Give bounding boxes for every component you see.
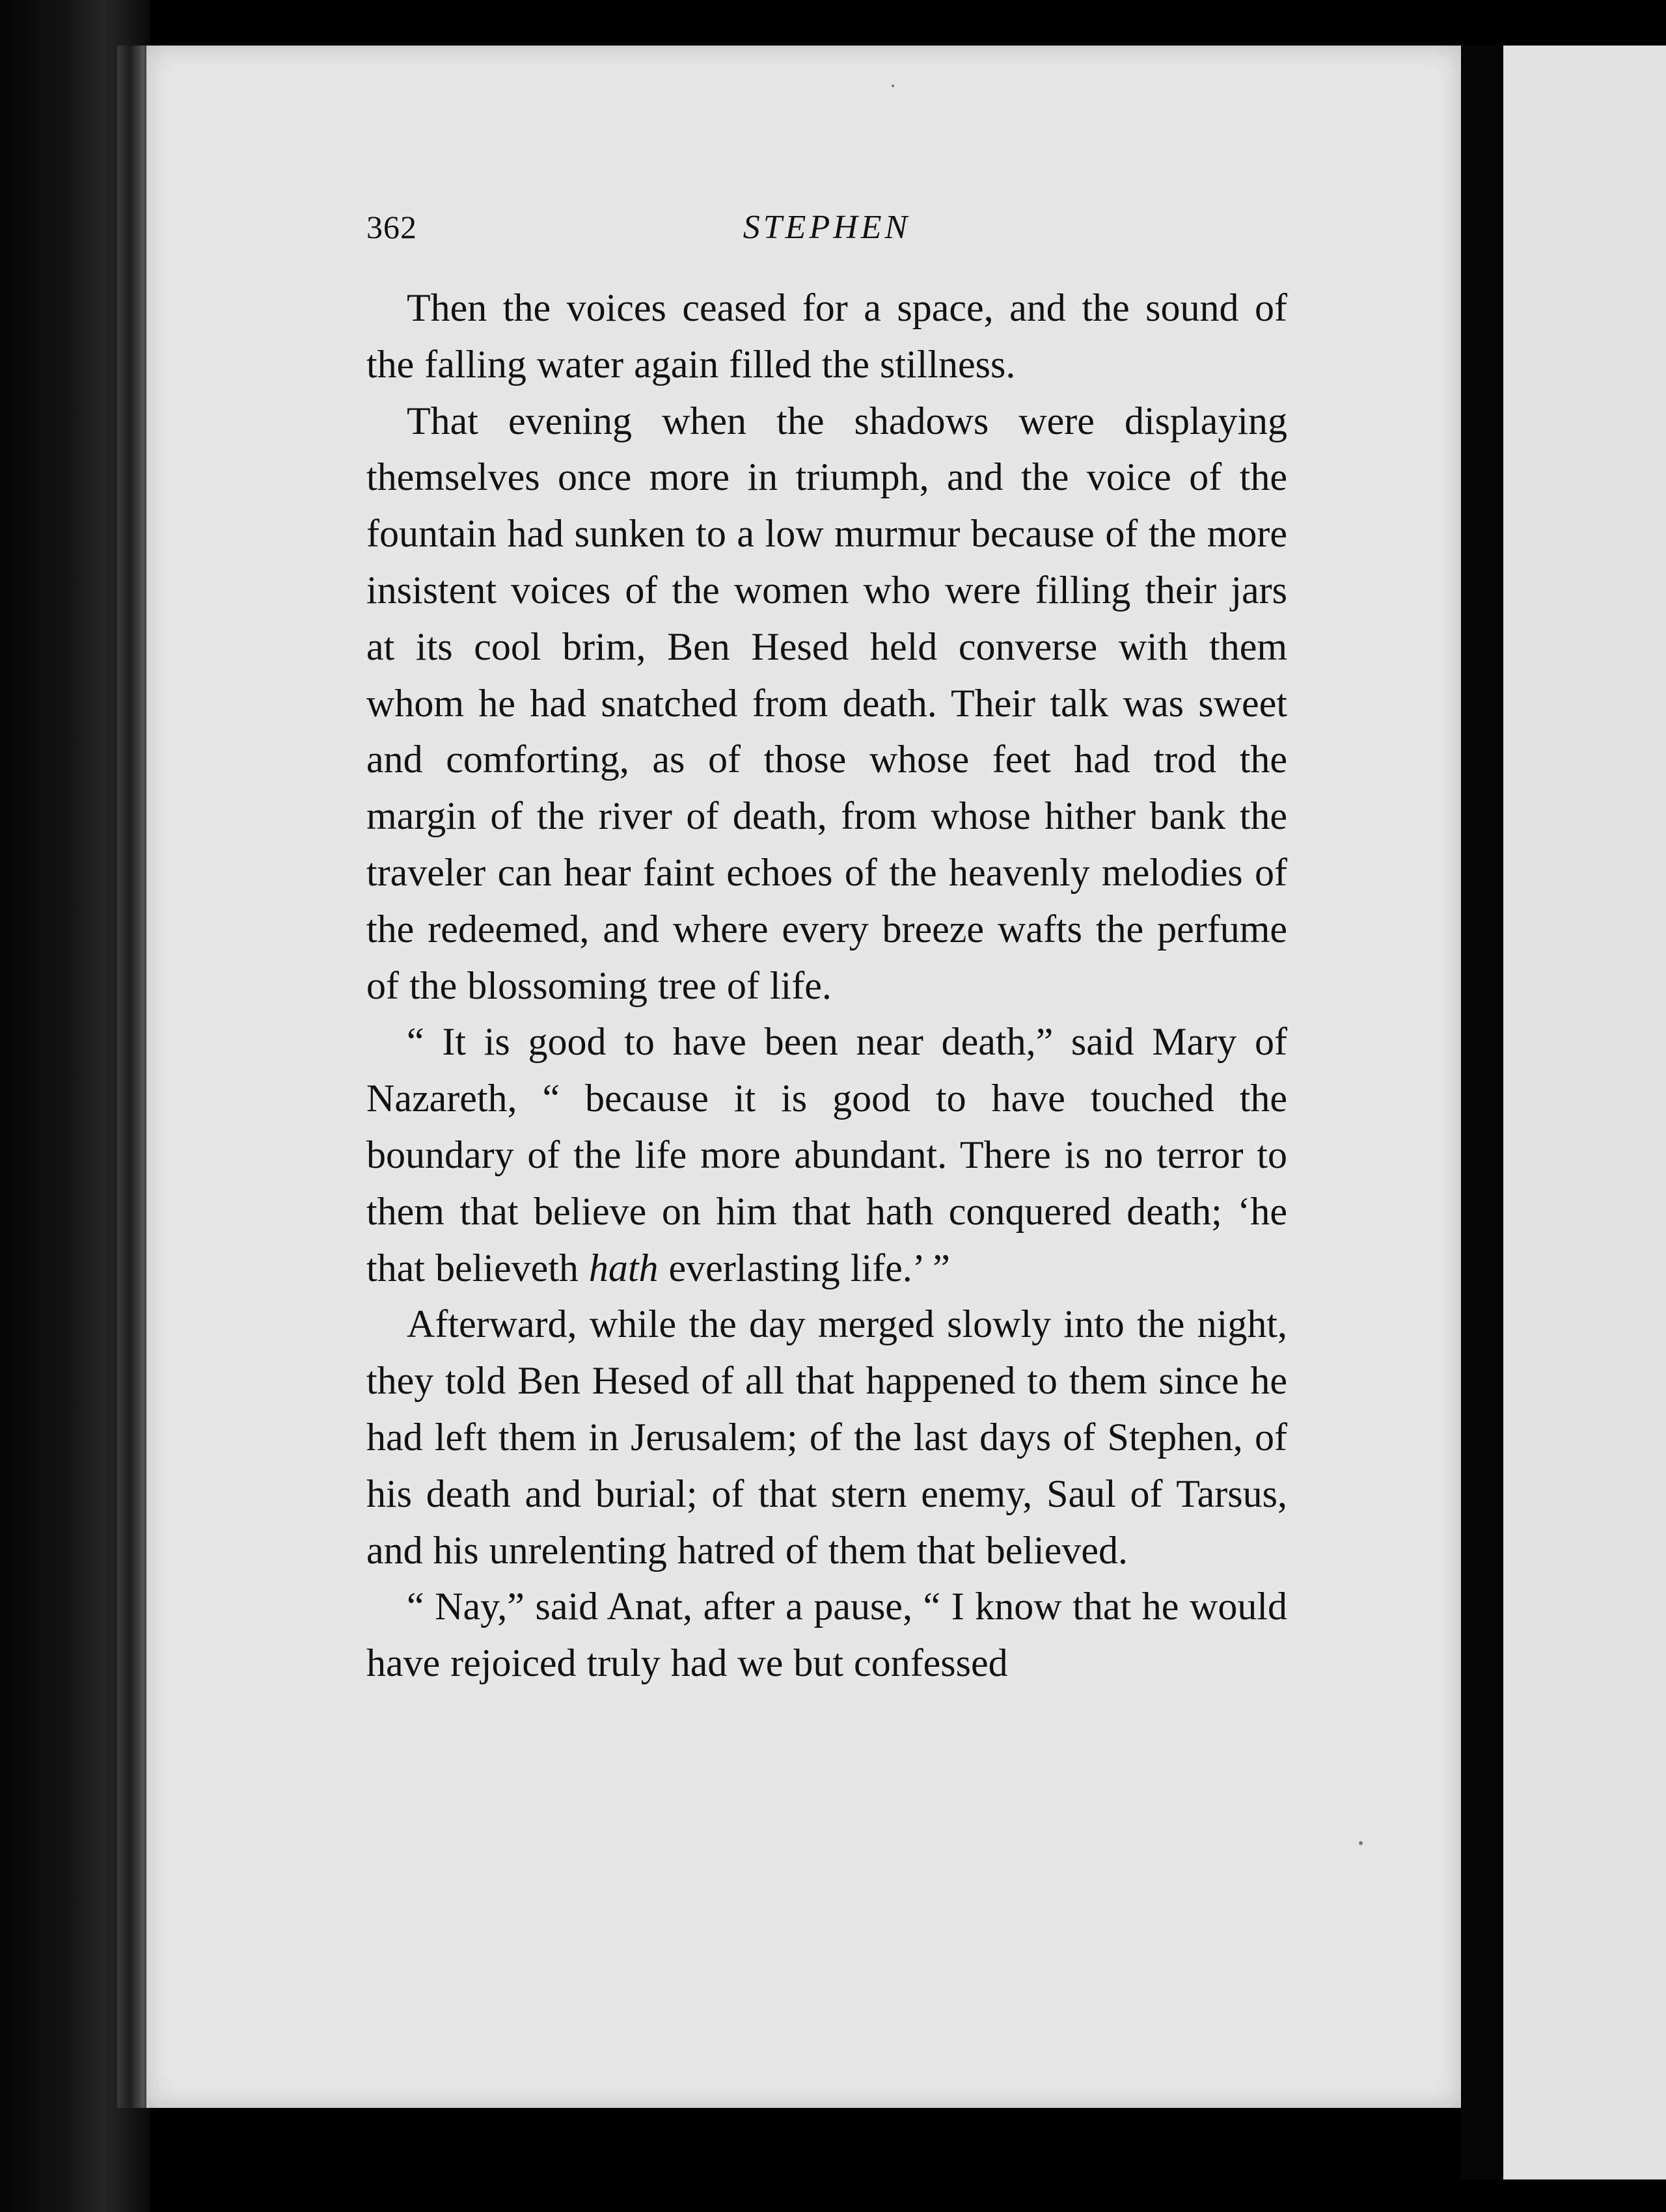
paragraph-5: “ Nay,” said Anat, after a pause, “ I know that he would have rejoiced truly had we but confessed [366, 1585, 1287, 1685]
body-text [366, 280, 1287, 1692]
running-title: STEPHEN [743, 209, 911, 246]
paragraph-2: That evening when the shadows were displaying themselves once more in triumph, and the voice of the fountain had sunken to a low murmur because of the more insistent voices of the women who were filling their jars at its cool brim, Ben Hesed held converse with them whom he had snatched from death. Their talk was sweet and comforting, as of those whose feet had trod the margin of the river of death, from whose hither bank the traveler can hear faint echoes of the heavenly melodies of the redeemed, and where every breeze wafts the perfume of the blossoming tree of life. [366, 399, 1287, 1007]
paragraph-1: Then the voices ceased for a space, and the sound of the falling water again filled the stillness. [366, 286, 1287, 386]
page-binding [117, 46, 150, 2108]
paragraph-3 [366, 1014, 1287, 1296]
page-header [366, 208, 1287, 260]
paragraph-3-text-before: “ It is good to have been near death,” said Mary of Nazareth, “ because it is good to have touched the boundary of the life more abundant. There is no terror to them that believe on him that hath conquered death; ‘he that believeth [366, 1020, 1287, 1289]
paragraph-3-italic-word: hath [588, 1246, 659, 1289]
page-speck [1359, 1841, 1363, 1845]
paragraph-3-text-after: everlasting life.’ ” [658, 1246, 950, 1289]
book-gutter [1461, 46, 1503, 2179]
page-number: 362 [366, 209, 417, 245]
facing-page-edge [1503, 46, 1666, 2179]
page-speck [892, 85, 894, 87]
paragraph-4: Afterward, while the day merged slowly into the night, they told Ben Hesed of all that happened to them since he had left them in Jerusalem; of the last days of Stephen, of his death and burial; of that stern enemy, Saul of Tarsus, and his unrelenting hatred of them that believed. [366, 1302, 1287, 1572]
